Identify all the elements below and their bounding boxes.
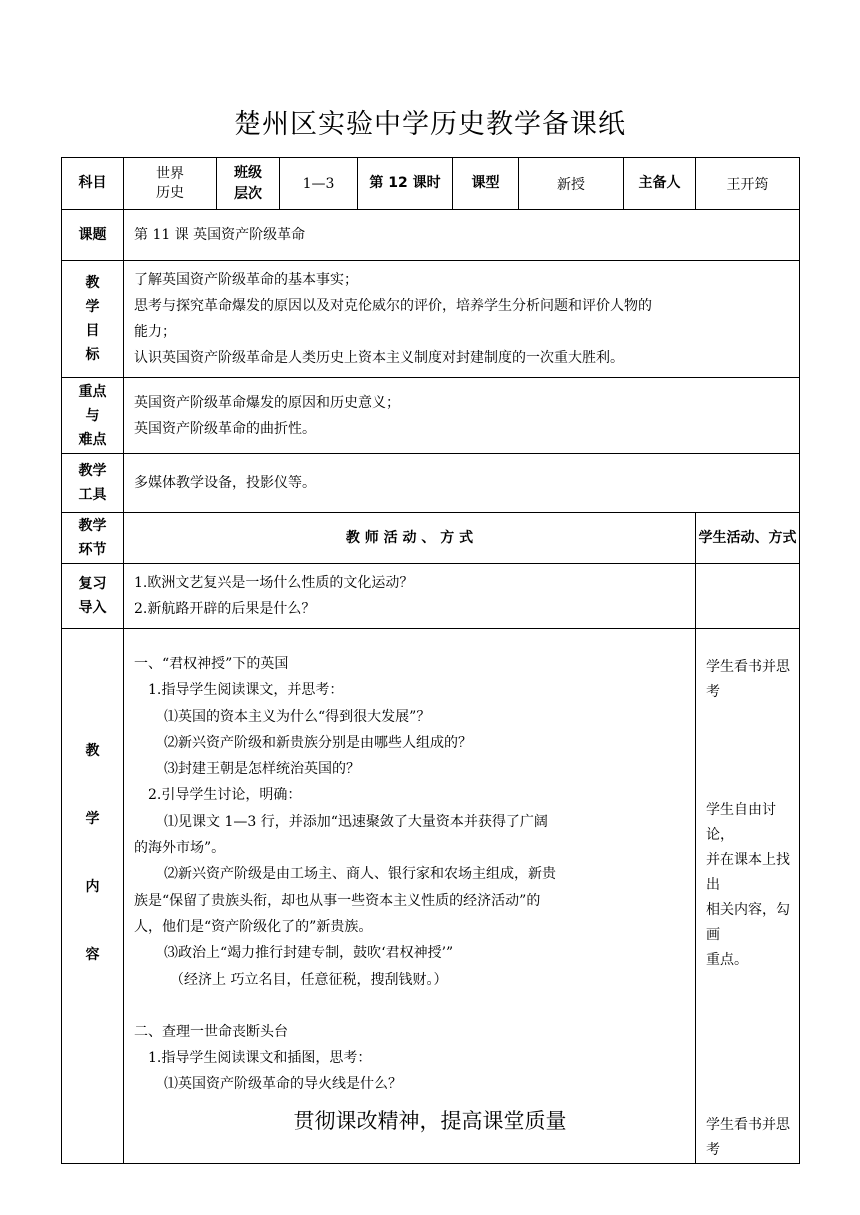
content-line: 1.指导学生阅读课文，并思考： xyxy=(148,682,344,699)
subject-label: 科目 xyxy=(62,158,124,210)
content-line: 二、查理一世命丧断头台 xyxy=(134,1023,288,1040)
student-note: 学生看书并思考 xyxy=(706,1117,790,1158)
review-label-line: 复习 xyxy=(78,576,107,592)
goals-label xyxy=(62,261,124,378)
teacher-column-header: 教 师 活 动 、 方 式 xyxy=(124,513,696,564)
goals-line: 能力； xyxy=(134,324,176,340)
content-label xyxy=(62,629,124,1164)
header-row xyxy=(62,158,800,210)
level-label-line: 层次 xyxy=(234,185,262,202)
keypoints-line: 英国资产阶级革命爆发的原因和历史意义； xyxy=(134,394,400,411)
content-label-char: 教 xyxy=(85,743,100,759)
content-label-char: 学 xyxy=(85,811,100,827)
section-label xyxy=(62,513,124,564)
review-label xyxy=(62,564,124,629)
goals-text xyxy=(124,261,800,378)
keypoints-label-line: 重点 xyxy=(78,383,107,400)
student-note-line: 并在课本上找出 xyxy=(706,852,790,893)
goals-line: 认识英国资产阶级革命是人类历史上资本主义制度对封建制度的一次重大胜利。 xyxy=(134,350,624,366)
keypoints-label-line: 与 xyxy=(85,407,100,424)
goals-label-char: 目 xyxy=(85,323,100,339)
level-value: 1—3 xyxy=(280,158,358,210)
student-column-header: 学生活动、方式 xyxy=(696,513,800,564)
level-label-line: 班级 xyxy=(234,164,262,181)
type-label: 课型 xyxy=(453,158,519,210)
preparer-label: 主备人 xyxy=(624,158,696,210)
teacher-activity xyxy=(124,629,696,1164)
section-header-row xyxy=(62,513,800,564)
review-line: 1.欧洲文艺复兴是一场什么性质的文化运动？ xyxy=(134,575,414,591)
goals-line: 了解英国资产阶级革命的基本事实； xyxy=(134,272,358,288)
tools-label-line: 教学 xyxy=(78,463,107,479)
goals-row xyxy=(62,261,800,378)
student-note: 学生看书并思考 xyxy=(706,659,790,700)
student-note-line: 相关内容，勾画 xyxy=(706,902,790,943)
content-line: ⑴见课文 1—3 行，并添加“迅速聚敛了大量资本并获得了广阔 xyxy=(164,813,548,830)
section-label-line: 教学 xyxy=(78,518,107,534)
tools-label xyxy=(62,454,124,513)
goals-label-char: 标 xyxy=(85,347,100,363)
content-line: ⑴英国资产阶级革命的导火线是什么？ xyxy=(164,1076,402,1093)
keypoints-label xyxy=(62,378,124,454)
topic-label: 课题 xyxy=(62,210,124,261)
tools-text: 多媒体教学设备，投影仪等。 xyxy=(124,454,800,513)
content-line: ⑴英国的资本主义为什么“得到很大发展”？ xyxy=(164,708,431,725)
review-line: 2.新航路开辟的后果是什么？ xyxy=(134,601,316,617)
content-line xyxy=(134,993,689,1019)
keypoints-row xyxy=(62,378,800,454)
content-label-char: 内 xyxy=(85,879,100,895)
tools-row xyxy=(62,454,800,513)
content-line: ⑵新兴资产阶级是由工场主、商人、银行家和农场主组成，新贵 xyxy=(164,866,556,883)
content-line: 一、“君权神授”下的英国 xyxy=(134,656,289,672)
topic-row xyxy=(62,210,800,261)
topic-value: 第 11 课 英国资产阶级革命 xyxy=(124,210,800,261)
content-line: （经济上 巧立名目，任意征税，搜刮钱财。） xyxy=(170,971,448,988)
tools-label-line: 工具 xyxy=(78,487,107,503)
period-label: 第 12 课时 xyxy=(358,158,453,210)
subject-value xyxy=(124,158,217,210)
content-row xyxy=(62,629,800,1164)
level-label xyxy=(217,158,280,210)
student-note-line: 重点。 xyxy=(706,952,748,968)
content-line: 人，他们是“资产阶级化了的”新贵族。 xyxy=(134,918,373,935)
review-row xyxy=(62,564,800,629)
preparer-value: 王开筠 xyxy=(696,158,800,210)
type-value: 新授 xyxy=(519,158,624,210)
review-label-line: 导入 xyxy=(78,600,107,616)
content-line: 2.引导学生讨论，明确： xyxy=(148,787,302,804)
student-note-line: 学生自由讨论， xyxy=(706,802,776,843)
page-title: 楚州区实验中学历史教学备课纸 xyxy=(234,109,626,140)
lesson-plan-table xyxy=(61,157,800,1164)
subject-value-line: 世界 xyxy=(156,165,184,182)
student-activity xyxy=(696,629,800,1164)
content-label-char: 容 xyxy=(85,947,100,963)
review-text xyxy=(124,564,696,629)
section-label-line: 环节 xyxy=(78,542,107,558)
content-line: 的海外市场”。 xyxy=(134,840,226,857)
subject-value-line: 历史 xyxy=(156,184,184,201)
content-line: ⑶政治上“竭力推行封建专制，鼓吹‘君权神授’” xyxy=(164,945,454,962)
keypoints-text xyxy=(124,378,800,454)
review-student-cell xyxy=(696,564,800,629)
keypoints-line: 英国资产阶级革命的曲折性。 xyxy=(134,420,316,437)
goals-line: 思考与探究革命爆发的原因以及对克伦威尔的评价，培养学生分析问题和评价人物的 xyxy=(134,298,652,314)
content-line: ⑶封建王朝是怎样统治英国的？ xyxy=(164,761,360,778)
content-line: 族是“保留了贵族头衔，却也从事一些资本主义性质的经济活动”的 xyxy=(134,892,541,909)
goals-label-char: 学 xyxy=(85,299,100,315)
content-line: ⑵新兴资产阶级和新贵族分别是由哪些人组成的？ xyxy=(164,734,472,751)
page-footer: 贯彻课改精神，提高课堂质量 xyxy=(293,1109,567,1133)
keypoints-label-line: 难点 xyxy=(78,431,107,448)
goals-label-char: 教 xyxy=(85,275,100,291)
content-line: 1.指导学生阅读课文和插图，思考： xyxy=(148,1050,372,1067)
